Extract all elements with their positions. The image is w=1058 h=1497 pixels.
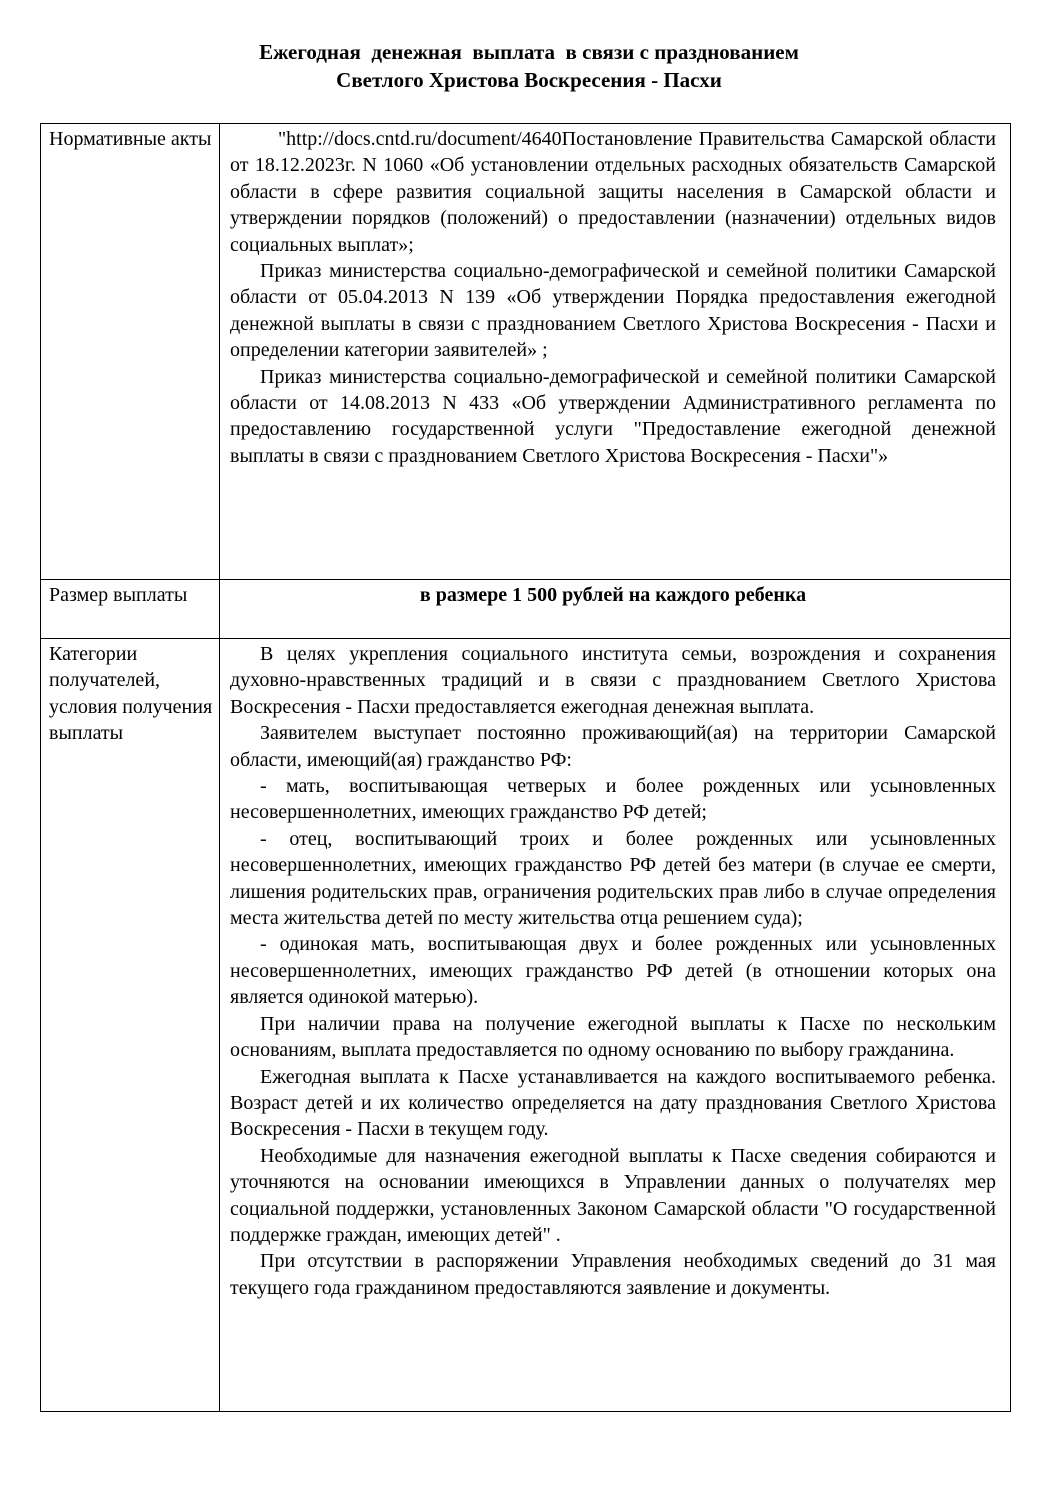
info-table bbox=[40, 123, 1011, 1412]
row-label-payment-amount: Размер выплаты bbox=[41, 580, 220, 639]
table-row-normative-acts bbox=[41, 124, 1011, 580]
normative-act-paragraph: Приказ министерства социально-демографической и семейной политики Самарской области от 05.04.2013 N 139 «Об утверждении Порядка предоставления ежегодной денежной выплаты в связи с празднованием Светлого Христова Воскресения - Пасхи и определении категории заявителей» ; bbox=[230, 260, 996, 362]
category-paragraph: При наличии права на получение ежегодной выплаты к Пасхе по нескольким основаниям, выплата предоставляется по одному основанию по выбору гражданина. bbox=[230, 1012, 996, 1062]
row-label-recipient-categories: Категории получателей, условия получения выплаты bbox=[41, 639, 220, 1412]
category-paragraph: - одинокая мать, воспитывающая двух и более рожденных или усыновленных несовершеннолетних, имеющих гражданство РФ детей (в отношении которых она является одинокой матерью). bbox=[230, 933, 996, 1009]
category-paragraph: Необходимые для назначения ежегодной выплаты к Пасхе сведения собираются и уточняются на основании имеющихся в Управлении данных о получателях мер социальной поддержки, установленных Законом Самарской области "О государственной поддержке граждан, имеющих детей" . bbox=[230, 1144, 996, 1246]
normative-act-paragraph: "http://docs.cntd.ru/document/4640Постановление Правительства Самарской области от 18.12.2023г. N 1060 «Об установлении отдельных расходных обязательств Самарской области в сфере развития социальной защиты населения в Самарской области и утверждении порядков (положений) о предоставлении (назначении) отдельных видов социальных выплат»; bbox=[230, 128, 996, 256]
row-label-normative-acts: Нормативные акты bbox=[41, 124, 220, 580]
row-value-normative-acts bbox=[220, 124, 1011, 580]
category-paragraph: - мать, воспитывающая четверых и более рожденных или усыновленных несовершеннолетних, имеющих гражданство РФ детей; bbox=[230, 775, 996, 824]
category-paragraph: Ежегодная выплата к Пасхе устанавливается на каждого воспитываемого ребенка. Возраст детей и их количество определяется на дату празднования Светлого Христова Воскресения - Пасхи в текущем году. bbox=[230, 1065, 996, 1141]
category-paragraph: В целях укрепления социального института семьи, возрождения и сохранения духовно-нравственных традиций и в связи с празднованием Светлого Христова Воскресения - Пасхи предоставляется ежегодная денежная выплата. bbox=[230, 643, 996, 718]
row-value-payment-amount bbox=[220, 580, 1011, 639]
table-row-payment-amount bbox=[41, 580, 1011, 639]
document-title-line-2: Светлого Христова Воскресения - Пасхи bbox=[336, 68, 722, 92]
normative-act-paragraph: Приказ министерства социально-демографической и семейной политики Самарской области от 14.08.2013 N 433 «Об утверждении Административного регламента по предоставлению государственной услуги "Предоставление ежегодной денежной выплаты в связи с празднованием Светлого Христова Воскресения - Пасхи"» bbox=[230, 365, 996, 467]
table-row-recipient-categories bbox=[41, 639, 1011, 1412]
document-title bbox=[0, 38, 1058, 94]
payment-amount-text: в размере 1 500 рублей на каждого ребенка bbox=[419, 584, 807, 606]
category-paragraph: - отец, воспитывающий троих и более рожденных или усыновленных несовершеннолетних, имеющих гражданство РФ детей без матери (в случае ее смерти, лишения родительских прав, ограничения родительских прав либо в случае определения места жительства детей по месту жительства отца решением суда); bbox=[230, 827, 996, 930]
document-title-line-1: Ежегодная денежная выплата в связи с празднованием bbox=[259, 40, 799, 64]
category-paragraph: При отсутствии в распоряжении Управления необходимых сведений до 31 мая текущего года гражданином предоставляются заявление и документы. bbox=[230, 1250, 996, 1299]
row-value-recipient-categories bbox=[220, 639, 1011, 1412]
category-paragraph: Заявителем выступает постоянно проживающий(ая) на территории Самарской области, имеющий(ая) гражданство РФ: bbox=[230, 722, 996, 771]
